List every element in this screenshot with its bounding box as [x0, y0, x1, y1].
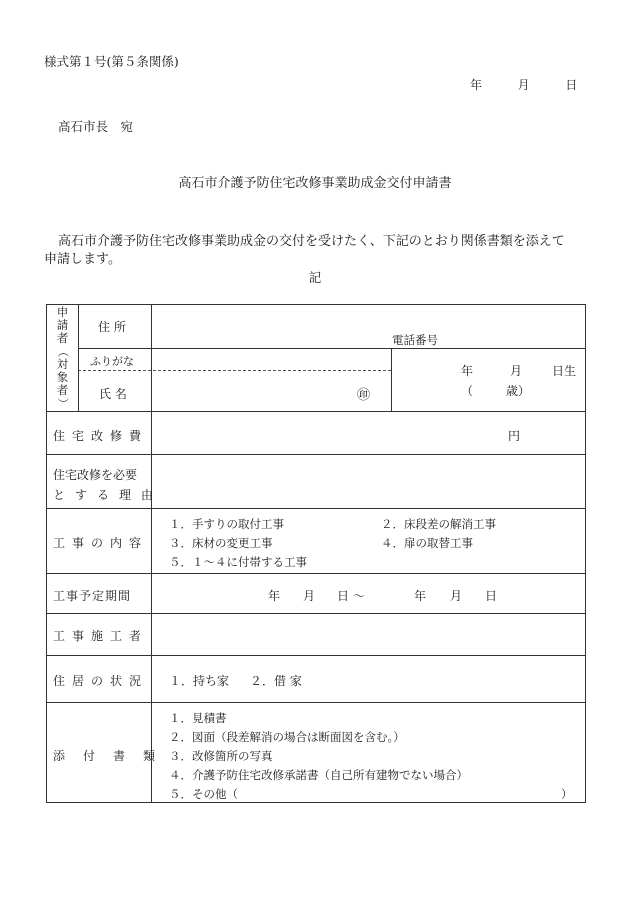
form-number: 様式第１号(第５条関係): [44, 54, 179, 69]
period-label: 工事予定期間: [53, 589, 132, 603]
row-divider: [47, 411, 585, 412]
row-divider: [47, 613, 585, 614]
row-divider: [47, 508, 585, 509]
col-divider: [78, 305, 79, 411]
work-label: 工事の内容: [53, 536, 149, 550]
phone-label: 電話番号: [392, 333, 438, 347]
attach-item: １．見積書: [169, 711, 227, 725]
application-date: [470, 76, 577, 93]
period-start-day: 日 ～: [337, 589, 365, 603]
attach-label: 添付書類: [53, 749, 174, 763]
ki-heading: 記: [308, 270, 322, 285]
row-divider: [47, 454, 585, 455]
row-divider: [47, 573, 585, 574]
attach-item: ３．改修箇所の写真: [169, 749, 273, 763]
col-divider: [151, 305, 152, 802]
work-item: ５．１～４に付帯する工事: [169, 555, 307, 569]
row-divider: [78, 348, 585, 349]
furigana-label: ふりがな: [90, 355, 134, 368]
seal-mark: ㊞: [357, 388, 371, 403]
housing-option-rented: ２．借 家: [250, 674, 302, 688]
work-item: ２．床段差の解消工事: [381, 517, 496, 531]
intro-text-line1: 高石市介護予防住宅改修事業助成金の交付を受けたく、下記のとおり関係書類を添えて: [58, 234, 565, 249]
furigana-divider: [78, 370, 391, 371]
housing-option-owned: １．持ち家: [169, 674, 230, 688]
attach-close: ）: [561, 787, 573, 801]
work-item: ３．床材の変更工事: [169, 536, 273, 550]
name-label: 氏 名: [99, 387, 127, 401]
housing-label: 住居の状況: [53, 674, 149, 688]
col-divider: [391, 348, 392, 411]
work-item: １．手すりの取付工事: [169, 517, 284, 531]
contractor-label: 工事施工者: [53, 629, 149, 643]
applicant-vertical-label: 申 請 者 （ 対 象 者 ）: [56, 305, 70, 410]
cost-unit: 円: [508, 429, 521, 443]
birth-month: 月: [510, 364, 523, 378]
period-start-year: 年: [268, 589, 281, 603]
document-title: 高石市介護予防住宅改修事業助成金交付申請書: [178, 176, 452, 191]
attach-item: ５．その他（: [169, 787, 238, 801]
cost-label: 住宅改修費: [53, 429, 149, 443]
addressee: 高石市長 宛: [58, 119, 134, 134]
reason-label-line2: とする理由: [53, 488, 164, 502]
row-divider: [47, 655, 585, 656]
period-start-month: 月: [303, 589, 316, 603]
birth-day: 日生: [552, 364, 577, 378]
period-end-day: 日: [485, 589, 498, 603]
intro-text-line2: 申請します。: [44, 252, 121, 267]
application-table: [46, 304, 586, 803]
attach-item: ４．介護予防住宅改修承諾書（自己所有建物でない場合）: [169, 768, 468, 782]
birth-year: 年: [461, 364, 474, 378]
date-year: 年: [470, 78, 483, 92]
date-day: 日: [565, 78, 578, 92]
date-month: 月: [517, 78, 530, 92]
attach-item: ２．図面（段差解消の場合は断面図を含む。）: [169, 730, 405, 744]
period-end-year: 年: [414, 589, 427, 603]
period-end-month: 月: [450, 589, 463, 603]
age-close: 歳）: [506, 384, 531, 398]
reason-label-line1: 住宅改修を必要: [53, 468, 138, 482]
row-divider: [47, 702, 585, 703]
age-open: （: [461, 384, 474, 398]
work-item: ４．扉の取替工事: [381, 536, 473, 550]
address-label: 住 所: [98, 320, 126, 334]
